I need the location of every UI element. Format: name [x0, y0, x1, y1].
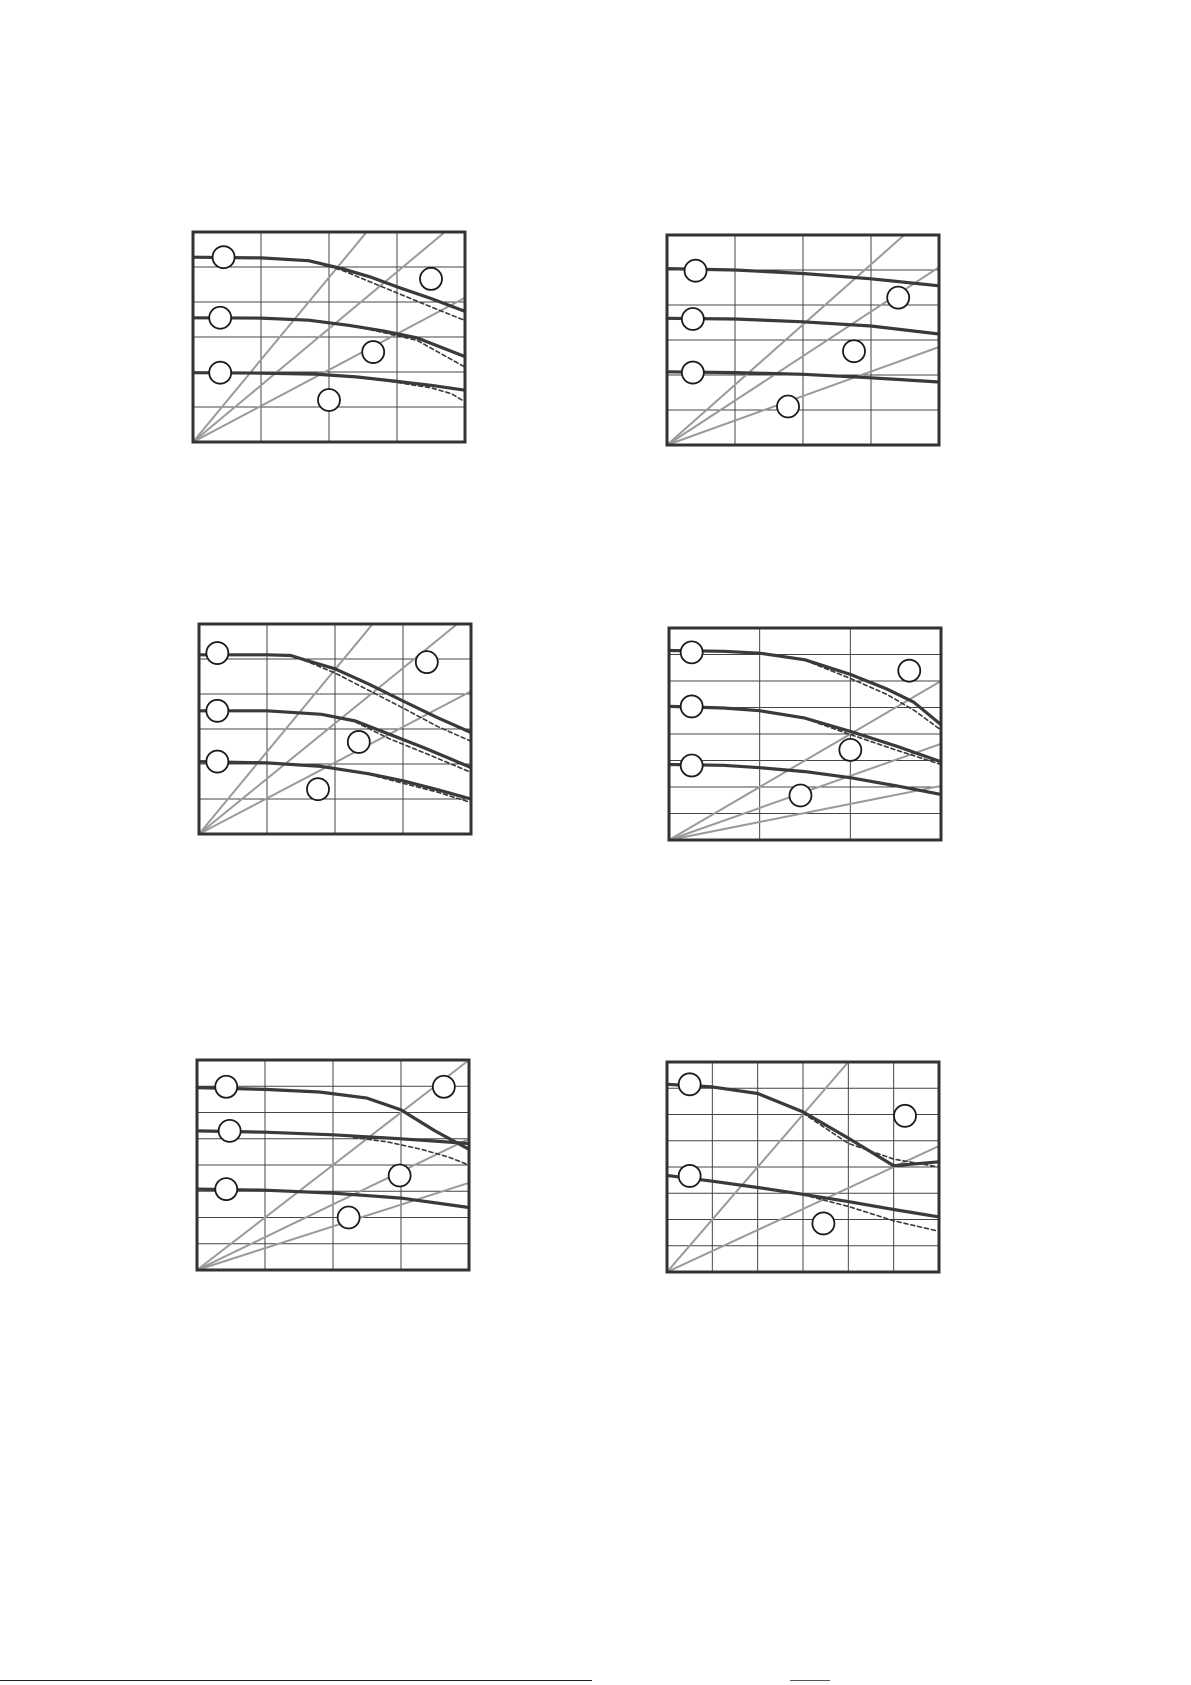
chart-panel-6 [667, 1062, 939, 1272]
dashed-curve-4 [805, 719, 941, 765]
dashed-curve-2 [803, 1113, 939, 1167]
chart-5 [197, 1060, 469, 1270]
callout-marker-3 [206, 751, 228, 773]
callout-marker-4 [416, 651, 438, 673]
callout-marker-6 [318, 389, 340, 411]
callout-marker-3 [682, 362, 704, 384]
chart-panel-4 [669, 628, 941, 840]
callout-marker-5 [843, 340, 865, 362]
callout-marker-1 [681, 641, 703, 663]
callout-marker-4 [420, 268, 442, 290]
chart-panel-2 [667, 235, 939, 445]
callout-marker-2 [679, 1165, 701, 1187]
callout-marker-3 [215, 1178, 237, 1200]
dashed-curve-2 [291, 656, 471, 742]
callout-marker-2 [206, 700, 228, 722]
callout-marker-4 [898, 660, 920, 682]
footer-rule-right [790, 1680, 830, 1681]
chart-3 [199, 624, 471, 834]
chart-panel-3 [199, 624, 471, 834]
callout-marker-5 [362, 341, 384, 363]
callout-marker-2 [681, 695, 703, 717]
callout-marker-4 [433, 1076, 455, 1098]
callout-marker-2 [219, 1120, 241, 1142]
callout-marker-3 [681, 755, 703, 777]
callout-marker-1 [206, 642, 228, 664]
dashed-curve-4 [355, 722, 471, 772]
callout-marker-3 [209, 362, 231, 384]
callout-marker-6 [338, 1207, 360, 1229]
callout-marker-2 [682, 308, 704, 330]
callout-marker-4 [812, 1212, 834, 1234]
chart-2 [667, 235, 939, 445]
callout-marker-6 [307, 778, 329, 800]
chart-1 [193, 232, 465, 442]
callout-marker-6 [789, 784, 811, 806]
chart-6 [667, 1062, 939, 1272]
callout-marker-1 [679, 1073, 701, 1095]
chart-panel-5 [197, 1060, 469, 1270]
callout-marker-4 [887, 287, 909, 309]
callout-marker-5 [348, 731, 370, 753]
dashed-curve-2 [309, 261, 465, 321]
callout-marker-5 [839, 739, 861, 761]
callout-marker-1 [215, 1076, 237, 1098]
callout-marker-5 [389, 1165, 411, 1187]
callout-marker-3 [894, 1105, 916, 1127]
callout-marker-2 [209, 307, 231, 329]
footer-rule-left [0, 1680, 592, 1681]
chart-panel-1 [193, 232, 465, 442]
chart-4 [669, 628, 941, 840]
footer-rule [0, 1680, 1191, 1681]
dashed-curve-6 [369, 775, 471, 803]
callout-marker-1 [213, 246, 235, 268]
solid-curve-1 [669, 651, 941, 725]
callout-marker-1 [685, 260, 707, 282]
callout-marker-6 [777, 396, 799, 418]
